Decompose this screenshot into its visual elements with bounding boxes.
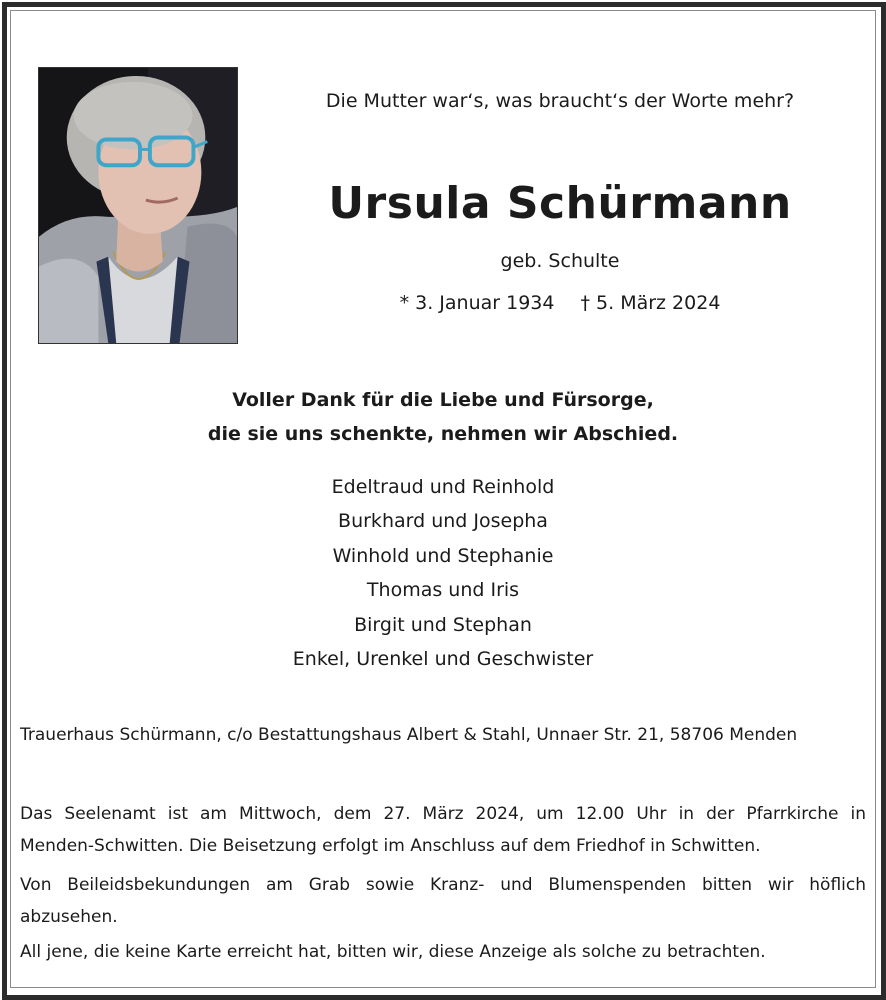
life-dates [240,292,880,314]
mourner-entry: Edeltraud und Reinhold [331,476,555,498]
mourner-entry: Enkel, Urenkel und Geschwister [292,648,594,671]
paragraph-line: All jene, die keine Karte erreicht hat, bitten wir, diese Anzeige als solche zu betrachten. [20,942,766,962]
paragraph-line: abzusehen. [20,907,118,927]
thanks-line: die sie uns schenkte, nehmen wir Abschied. [207,423,679,445]
mourners-list [0,470,886,676]
notice-paragraph [20,936,866,968]
motto-quote: Die Mutter war‘s, was braucht‘s der Worte mehr? [325,90,795,112]
requiem-paragraph [20,798,866,862]
birth-date: * 3. Januar 1934 [399,292,555,314]
portrait-photo [38,67,238,344]
maiden-name: geb. Schulte [500,250,620,272]
mourner-entry: Winhold und Stephanie [332,544,554,567]
thanks-line: Voller Dank für die Liebe und Fürsorge, [232,389,654,411]
paragraph-line: Menden-Schwitten. Die Beisetzung erfolgt im Anschluss auf dem Friedhof in Schwitten. [20,836,761,856]
mourner-entry: Thomas und Iris [366,579,520,602]
paragraph-line: Von Beileidsbekundungen am Grab sowie Kranz- und Blumenspenden bitten wir höflich [20,875,866,895]
condolence-paragraph [20,869,866,933]
paragraph-line: Das Seelenamt ist am Mittwoch, dem 27. März 2024, um 12.00 Uhr in der Pfarrkirche in [20,804,866,824]
mourning-house-address: Trauerhaus Schürmann, c/o Bestattungshaus Albert & Stahl, Unnaer Str. 21, 58706 Menden [20,725,798,745]
mourner-entry: Burkhard und Josepha [338,510,548,533]
mourner-entry: Birgit und Stephan [354,613,532,636]
death-date: † 5. März 2024 [580,292,721,314]
thanks-statement [0,383,886,451]
deceased-name: Ursula Schürmann [328,178,792,229]
